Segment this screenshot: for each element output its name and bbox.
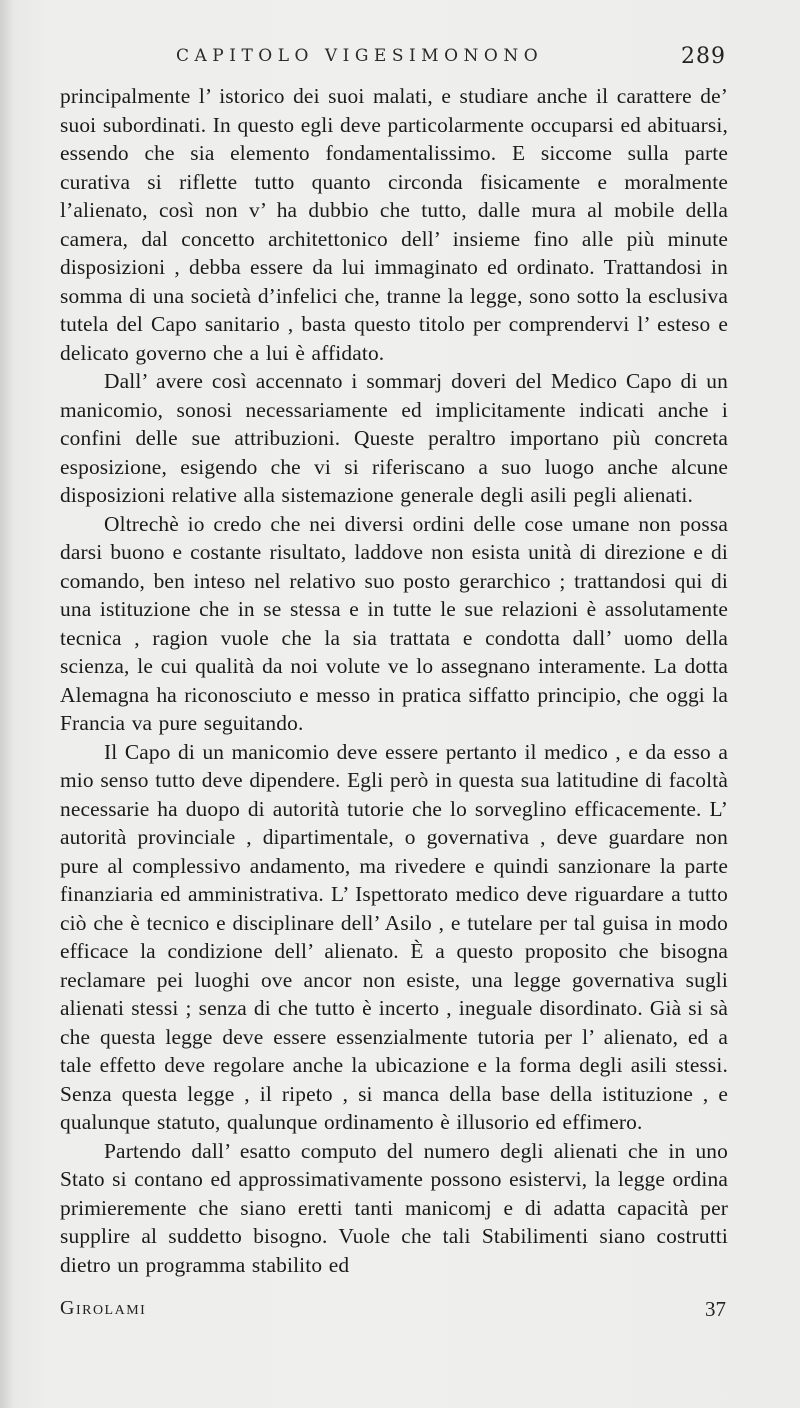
paragraph: Dall’ avere così accennato i sommarj doveri del Medico Capo di un manicomio, sonosi necessariamente ed implicitamente indicati anche i confini delle sue attribuzioni. Queste peraltro importano più concreta esposizione, esigendo che vi si riferiscano a suo luogo anche alcune disposizioni relative alla sistemazione generale degli asili pegli alienati. (60, 369, 728, 507)
paragraph: Partendo dall’ esatto computo del numero degli alienati che in uno Stato si contano ed approssimativamente possono esistervi, la legge ordina primieremente che siano eretti tanti manicomj e di adatta capacità per supplire al suddetto bisogno. Vuole che tali Stabilimenti siano costrutti dietro un programma stabilito ed (60, 1138, 728, 1277)
printer-signature: Girolami (60, 1297, 147, 1319)
page-number: 289 (681, 44, 726, 69)
paragraph: Oltrechè io credo che nei diversi ordini delle cose umane non possa darsi buono e costante risultato, laddove non esista unità di direzione e di comando, ben inteso nel relativo suo posto gerarchico ; trattandosi qui di una istituzione che in se stessa e in tutte le sue relazioni è assolutamente tecnica , ragion vuole che la sia trattata e condotta dall’ uomo della scienza, le cui qualità da noi volute ve lo assegnano interamente. La dotta Alemagna ha riconosciuto e messo in pratica siffatto principio, che oggi la Francia va pure seguitando. (60, 511, 728, 735)
paragraph: Il Capo di un manicomio deve essere pertanto il medico , e da esso a mio senso tutto deve dipendere. Egli però in questa sua latitudine di facoltà necessarie ha duopo di autorità tutorie che lo sorveglino efficacemente. L’ autorità provinciale , dipartimentale, o governativa , deve guardare non pure al complessivo andamento, ma rivedere e quindi sanzionare la parte finanziaria ed amministrativa. L’ Ispettorato medico deve riguardare a tutto ciò che è tecnico e disciplinare dell’ Asilo , e tutelare per tal guisa in modo efficace la condizione dell’ alienato. È a questo proposito che bisogna reclamare pei luoghi ove ancor non esiste, una legge governativa sugli alienati stessi ; senza di che tutto è incerto , ineguale disordinato. Già si sà che questa legge deve essere essenzialmente tutoria per l’ alienato, ed a tale effetto deve regolare anche la ubicazione e la forma degli asili stessi. Senza questa legge , il ripeto , si manca della base della istituzione , e qualunque statuto, qualunque ordinamento è illusorio ed effimero. (60, 739, 728, 1134)
gutter-shadow (0, 0, 14, 1408)
running-head (60, 44, 726, 74)
body-text (60, 82, 728, 1279)
chapter-running-title: CAPITOLO VIGESIMONONO (176, 46, 544, 66)
sheet-number: 37 (705, 1297, 726, 1321)
paragraph: principalmente l’ istorico dei suoi malati, e studiare anche il carattere de’ suoi subordinati. In questo egli deve particolarmente occuparsi ed abituarsi, essendo che sia elemento fondamentalissimo. E siccome sulla parte curativa si riflette tutto quanto circonda fisicamente e moralmente l’alienato, così non v’ ha dubbio che tutto, dalle mura al mobile della camera, dal concetto architettonico dell’ insieme fino alle più minute disposizioni , debba essere da lui immaginato ed ordinato. Trattandosi in somma di una società d’infelici che, tranne la legge, sono sotto la esclusiva tutela del Capo sanitario , basta questo titolo per comprendervi l’ esteso e delicato governo che a lui è affidato. (60, 84, 728, 365)
page-footer (60, 1297, 726, 1327)
